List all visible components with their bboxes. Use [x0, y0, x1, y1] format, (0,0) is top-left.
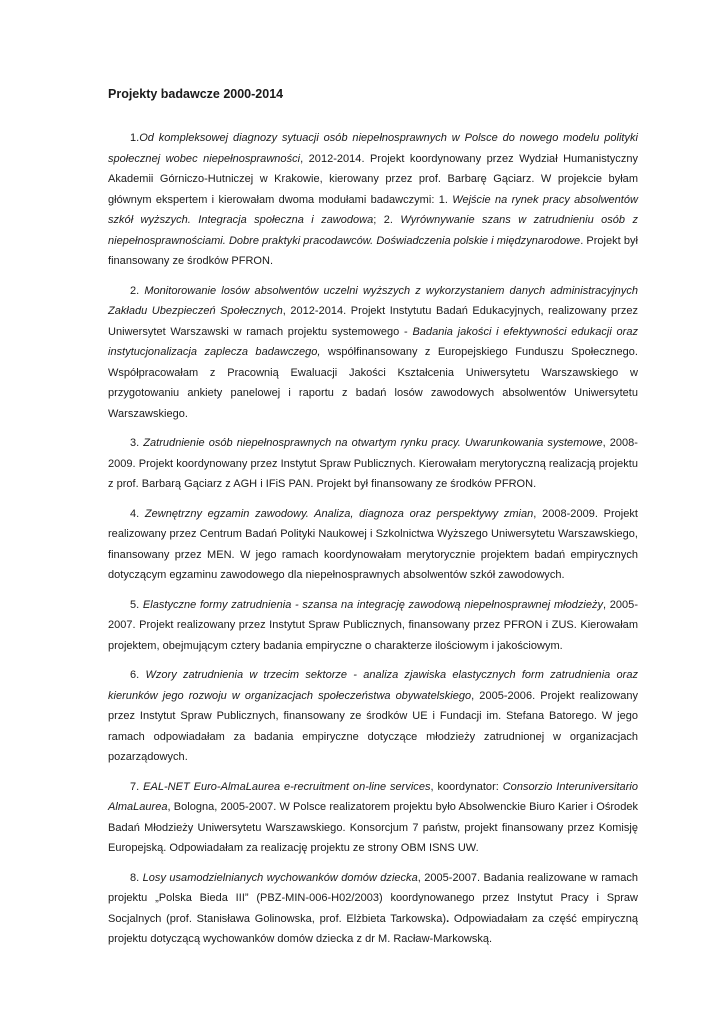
project-title-text: Losy usamodzielnianych wychowanków domów dziecka: [142, 871, 418, 884]
project-title-text: Elastyczne formy zatrudnienia - szansa na integrację zawodową niepełnosprawnej młodzieży: [142, 598, 604, 611]
project-body-text: współfinansowany z Europejskiego Funduszu Społecznego. Współpracowałam z Pracownią Ewaluacji Jakości Kształcenia Uniwersytetu Warszawskiego w przygotowaniu ankiety panelowej i raportu z badań losów zawodowych absolwentów Uniwersytetu Warszawskiego.: [108, 346, 638, 420]
project-title-text: Od kompleksowej diagnozy sytuacji osób niepełnosprawnych w Polsce do nowego modelu polityki społecznej wobec niepełnosprawności: [108, 132, 638, 165]
project-body-text: , koordynator:: [430, 780, 503, 793]
page-title: Projekty badawcze 2000-2014: [108, 87, 284, 101]
project-body-text: , 2005-2007. Badania realizowane w ramach projektu „Polska Bieda III” (PBZ-MIN-006-H02/2003) koordynowanego przez Instytut Pracy i Spraw Socjalnych (prof. Stanisława Golinowska, prof. Elżbieta Tarkowska): [108, 871, 638, 925]
project-body-text: , 2005-2006. Projekt realizowany przez Instytut Spraw Publicznych, finansowany ze środków UE i Fundacji im. Stefana Batorego. W jego ramach odpowiadałam za badania empiryczne dotyczące młodzieży zatrudnionej w organizacjach pozarządowych.: [108, 689, 639, 763]
project-title-text: EAL-NET Euro-AlmaLaurea e-recruitment on-line services: [143, 780, 431, 793]
project-paragraph: [108, 504, 638, 586]
project-body-text: 6.: [130, 669, 146, 681]
project-title-text: Wejście na rynek pracy absolwentów szkół wyższych. Integracja społeczna i zawodowa: [108, 193, 638, 226]
project-body-text: .: [446, 912, 450, 925]
project-body-text: 4.: [130, 507, 145, 520]
project-paragraph: [108, 433, 638, 495]
project-body-text: 3.: [130, 437, 144, 449]
project-paragraph: [108, 777, 638, 859]
project-list: [108, 128, 638, 950]
project-body-text: 1.: [130, 132, 140, 144]
project-paragraph: [108, 665, 638, 768]
project-paragraph: [108, 868, 638, 950]
project-body-text: , Bologna, 2005-2007. W Polsce realizatorem projektu było Absolwenckie Biuro Karier i Ośrodek Badań Młodzieży Uniwersytetu Warszawskiego. Konsorcjum 7 państw, projekt finansowany przez Komisję Europejską. Odpowiadałam za realizację projektu ze strony OBM ISNS UW.: [108, 801, 638, 854]
project-body-text: , 2008-2009. Projekt koordynowany przez Instytut Spraw Publicznych. Kierowałam merytoryczną realizacją projektu z prof. Barbarą Gąciarz z AGH i IFiS PAN. Projekt był finansowany ze środków PFRON.: [108, 437, 638, 490]
project-body-text: , 2005-2007. Projekt realizowany przez Instytut Spraw Publicznych, finansowany przez PFRON i ZUS. Kierowałam projektem, obejmującym cztery badania empiryczne o charakterze ilościowym i jakościowym.: [108, 598, 639, 652]
project-body-text: 5.: [130, 598, 143, 611]
project-body-text: 7.: [130, 780, 144, 793]
project-paragraph: [108, 281, 638, 425]
project-body-text: Odpowiadałam za część empiryczną projektu dotyczącą wychowanków domów dziecka z dr M. Racław-Markowską.: [108, 912, 638, 945]
project-paragraph: [108, 595, 638, 657]
project-body-text: . Projekt był finansowany ze środków PFRON.: [108, 234, 638, 267]
project-title-text: Monitorowanie losów absolwentów uczelni wyższych z wykorzystaniem danych administracyjnych Zakładu Ubezpieczeń Społecznych: [108, 284, 639, 317]
project-title-text: Wyrównywanie szans w zatrudnieniu osób z niepełnosprawnościami. Dobre praktyki pracodawców. Doświadczenia polskie i międzynarodowe: [108, 214, 638, 247]
project-title-text: Zatrudnienie osób niepełnosprawnych na otwartym rynku pracy. Uwarunkowania systemowe: [143, 437, 603, 449]
project-title-text: Badania jakości i efektywności edukacji oraz instytucjonalizacja zaplecza badawczego,: [108, 325, 639, 358]
project-body-text: ; 2.: [373, 214, 401, 226]
project-paragraph: [108, 128, 638, 272]
project-body-text: , 2012-2014. Projekt Instytutu Badań Edukacyjnych, realizowany przez Uniwersytet Warszawski w ramach projektu systemowego -: [108, 305, 638, 338]
project-title-text: Wzory zatrudnienia w trzecim sektorze - analiza zjawiska elastycznych form zatrudnienia oraz kierunków jego rozwoju w organizacjach społeczeństwa obywatelskiego: [108, 669, 638, 702]
project-body-text: , 2008-2009. Projekt realizowany przez Centrum Badań Polityki Naukowej i Szkolnictwa Wyższego Uniwersytetu Warszawskiego, finansowany przez MEN. W jego ramach koordynowałam merytorycznie projektem badań empirycznych dotyczącym egzaminu zawodowego dla niepełnosprawnych absolwentów szkół zawodowych.: [108, 507, 638, 581]
project-body-text: , 2012-2014. Projekt koordynowany przez Wydział Humanistyczny Akademii Górniczo-Hutniczej w Krakowie, kierowany przez prof. Barbarę Gąciarz. W projekcie byłam głównym ekspertem i kierowałam dwoma modułami badawczymi: 1.: [108, 152, 639, 206]
project-body-text: 2.: [130, 284, 145, 297]
project-title-text: Consorzio Interuniversitario AlmaLaurea: [108, 780, 638, 813]
project-body-text: 8.: [130, 871, 143, 884]
project-title-text: Zewnętrzny egzamin zawodowy. Analiza, diagnoza oraz perspektywy zmian: [144, 507, 534, 520]
